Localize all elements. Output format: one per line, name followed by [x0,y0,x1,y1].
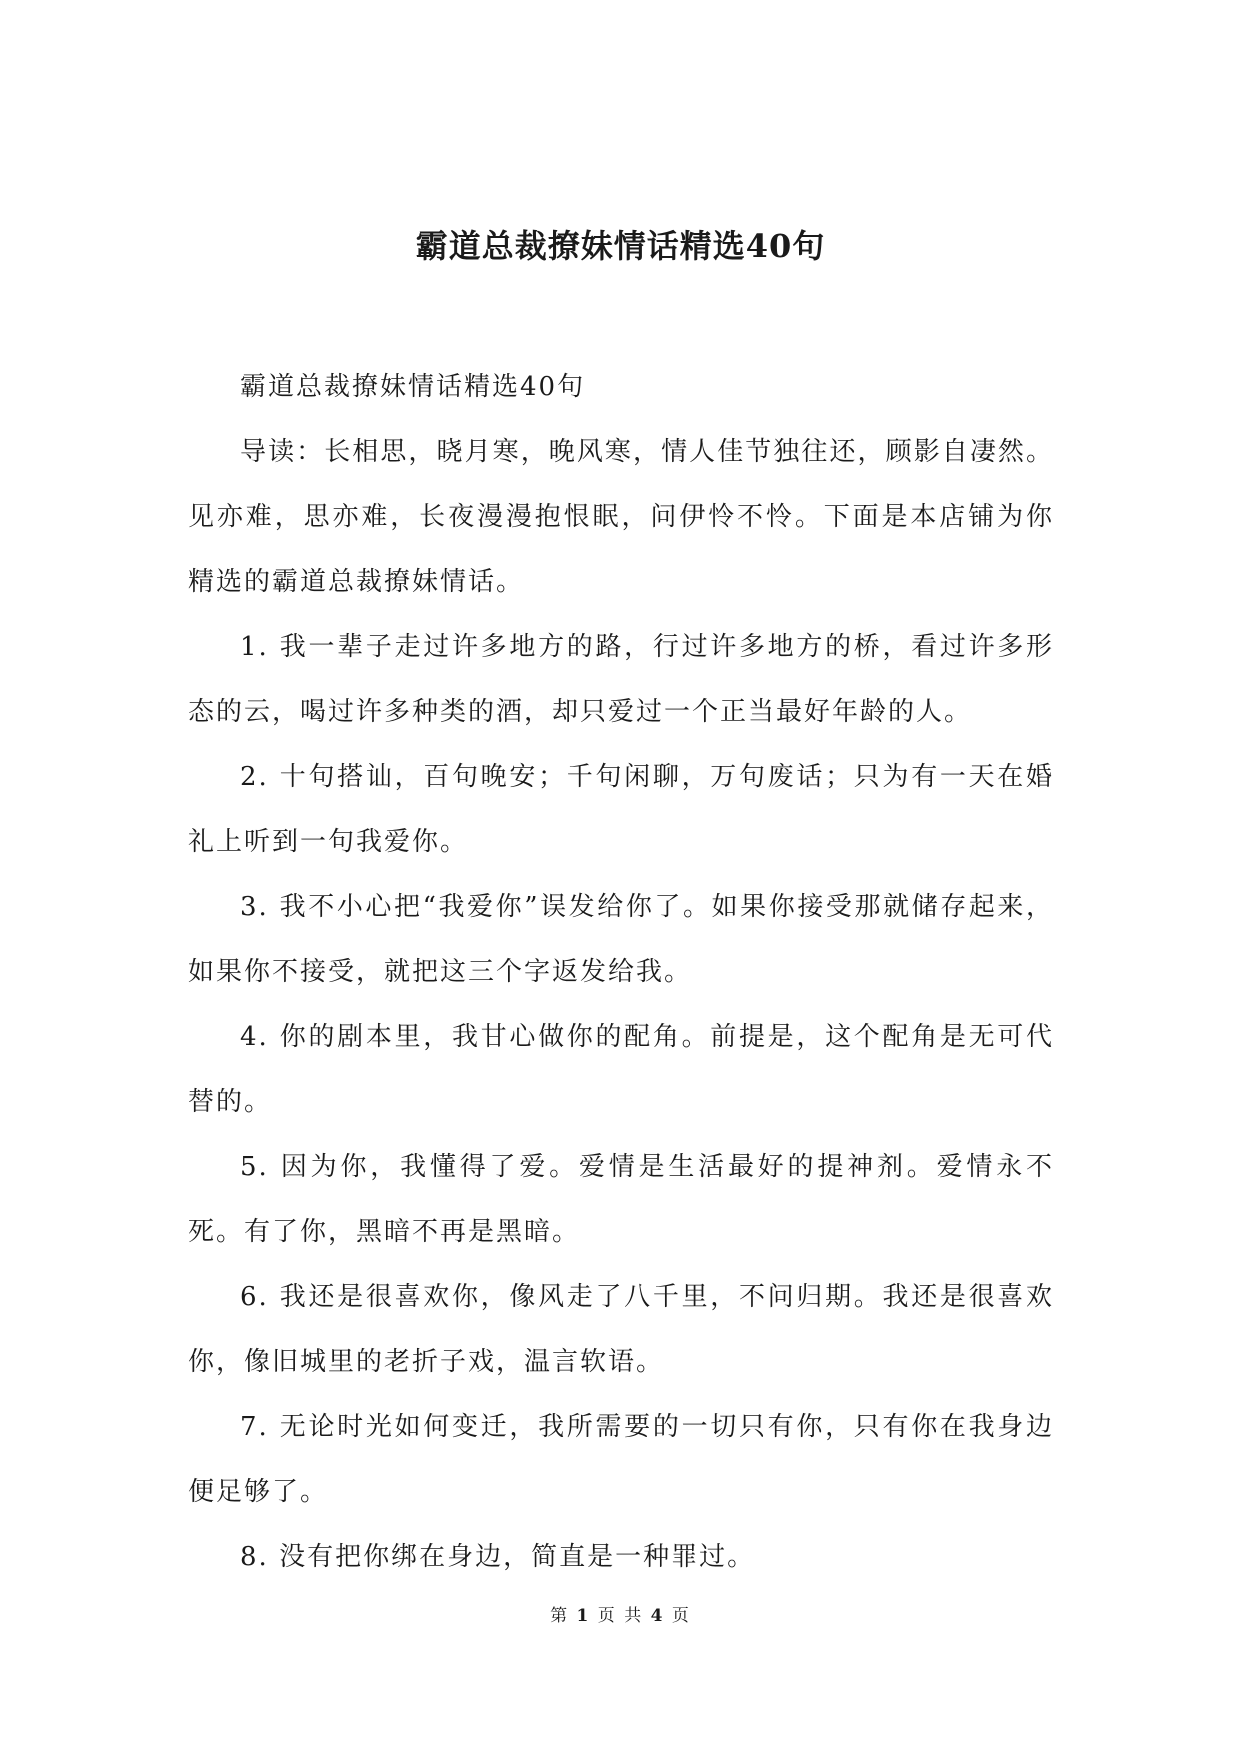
document-title: 霸道总裁撩妹情话精选40句 [415,227,826,265]
footer-middle: 页 共 [597,1606,644,1626]
paragraph: 导读：长相思，晓月寒，晚风寒，情人佳节独往还，顾影自凄然。见亦难，思亦难，长夜漫漫抱恨眠，问伊怜不怜。下面是本店铺为你精选的霸道总裁撩妹情话。 [188,437,1054,597]
paragraph: 2. 十句搭讪，百句晚安；千句闲聊，万句废话；只为有一天在婚礼上听到一句我爱你。 [188,762,1054,857]
total-page-number: 4 [650,1606,665,1626]
current-page-number: 1 [576,1606,591,1626]
paragraph: 1. 我一辈子走过许多地方的路，行过许多地方的桥，看过许多形态的云，喝过许多种类的酒，却只爱过一个正当最好年龄的人。 [188,632,1054,727]
paragraph: 霸道总裁撩妹情话精选40句 [240,372,586,402]
paragraph: 8. 没有把你绑在身边，简直是一种罪过。 [240,1542,756,1572]
page-footer [0,1604,1241,1628]
paragraph: 5. 因为你，我懂得了爱。爱情是生活最好的提神剂。爱情永不死。有了你，黑暗不再是黑暗。 [188,1152,1054,1247]
footer-prefix: 第 [550,1606,570,1626]
paragraph: 6. 我还是很喜欢你，像风走了八千里，不问归期。我还是很喜欢你，像旧城里的老折子戏，温言软语。 [188,1282,1054,1377]
paragraph: 3. 我不小心把“我爱你”误发给你了。如果你接受那就储存起来，如果你不接受，就把这三个字返发给我。 [188,892,1054,987]
footer-suffix: 页 [671,1606,691,1626]
document-body [188,355,1054,1590]
paragraph: 7. 无论时光如何变迁，我所需要的一切只有你，只有你在我身边便足够了。 [188,1412,1054,1507]
paragraph: 4. 你的剧本里，我甘心做你的配角。前提是，这个配角是无可代替的。 [188,1022,1054,1117]
